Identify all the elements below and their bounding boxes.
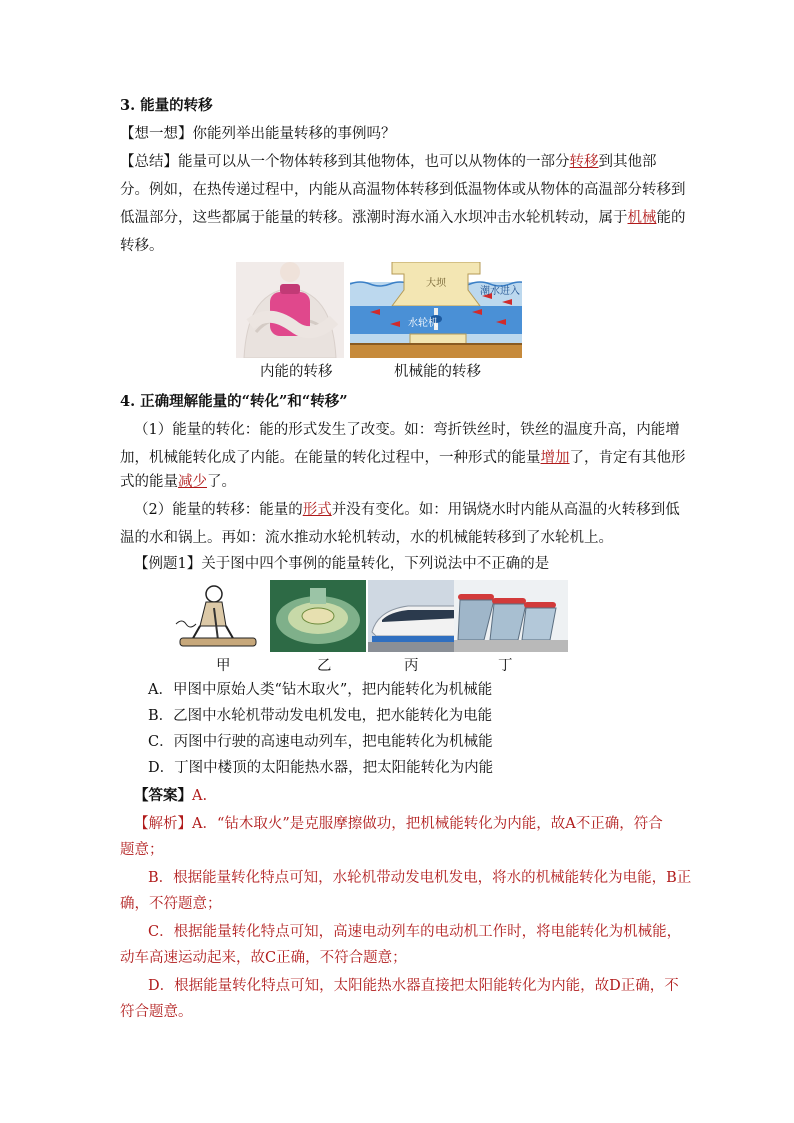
solar-heater-illustration [454, 580, 568, 652]
example-question: 【例题1】关于图中四个事例的能量转化，下列说法中不正确的是 [134, 556, 550, 572]
underlined-term: 机械 [627, 210, 657, 226]
label-jia: 甲 [216, 658, 231, 674]
text: 式的能量 [120, 474, 178, 490]
underlined-term: 形式 [302, 502, 332, 518]
analysis-line-4: 确，不符题意； [120, 896, 222, 912]
section-3-heading: 3. 能量的转移 [120, 97, 213, 114]
figure-bing-train [368, 580, 464, 652]
p1-line-2 [120, 448, 686, 468]
text: （2）能量的转移：能量的 [134, 502, 303, 518]
summary-line-3 [120, 208, 686, 228]
answer-value: A. [192, 788, 208, 804]
caption-internal-energy-transfer: 内能的转移 [260, 364, 333, 380]
analysis-line-8: 符合题意。 [120, 1004, 193, 1020]
text: 加，机械能转化成了内能。在能量的转化过程中，一种形式的能量 [120, 450, 541, 466]
text: 并没有变化。如：用锅烧水时内能从高温的火转移到低 [331, 502, 680, 518]
answer-label: 【答案】 [134, 787, 192, 804]
tide-label: 潮水进入 [480, 286, 520, 297]
analysis-line-7: D．根据能量转化特点可知，太阳能热水器直接把太阳能转化为内能，故D正确，不 [148, 978, 679, 994]
underlined-term: 增加 [540, 450, 570, 466]
label-ding: 丁 [498, 658, 513, 674]
figure-ding-solar-heater [454, 580, 568, 652]
analysis-line-3: B．根据能量转化特点可知，水轮机带动发电机发电，将水的机械能转化为电能，B正 [148, 870, 692, 886]
option-d: D．丁图中楼顶的太阳能热水器，把太阳能转化为内能 [148, 760, 494, 776]
option-c: C．丙图中行驶的高速电动列车，把电能转化为机械能 [148, 734, 493, 750]
p1-line-3 [120, 472, 680, 492]
underlined-term: 减少 [178, 474, 207, 490]
summary-line-2: 分。例如，在热传递过程中，内能从高温物体转移到低温物体或从物体的高温部分转移到 [120, 182, 686, 198]
summary-line-1 [120, 152, 680, 172]
text: 能的 [656, 210, 686, 226]
caption-mechanical-energy-transfer: 机械能的转移 [394, 364, 481, 380]
text: 到其他部 [598, 154, 657, 170]
summary-line-4: 转移。 [120, 238, 164, 254]
underlined-term: 转移 [569, 154, 599, 170]
text: 低温部分，这些都属于能量的转移。涨潮时海水涌入水坝冲击水轮机转动，属于 [120, 210, 628, 226]
label-bing: 丙 [404, 658, 419, 674]
section-4-heading: 4. 正确理解能量的“转化”和“转移” [120, 393, 348, 410]
analysis-line-5: C．根据能量转化特点可知，高速电动列车的电动机工作时，将电能转化为机械能， [148, 924, 682, 940]
turbine-label: 水轮机 [408, 318, 438, 329]
option-b: B．乙图中水轮机带动发电机发电，把水能转化为电能 [148, 708, 493, 724]
analysis-line-2: 题意； [120, 842, 164, 858]
p2-line-1 [134, 500, 694, 520]
option-a: A．甲图中原始人类“钻木取火”，把内能转化为机械能 [148, 682, 493, 698]
p2-line-2: 温的水和锅上。再如：流水推动水轮机转动，水的机械能转移到了水轮机上。 [120, 530, 613, 546]
hot-water-bottle-illustration [236, 262, 344, 358]
drilling-wood-illustration [170, 580, 266, 652]
hot-water-bottle-photo [236, 262, 344, 358]
analysis-line-6: 动车高速运动起来，故C正确，不符合题意； [120, 950, 407, 966]
label-yi: 乙 [317, 658, 332, 674]
dam-diagram [350, 262, 522, 358]
text: 了，肯定有其他形 [569, 450, 686, 466]
figure-yi-turbine [270, 580, 366, 652]
turbine-illustration [270, 580, 366, 652]
train-illustration [368, 580, 464, 652]
dam-label: 大坝 [426, 278, 446, 289]
text: 了。 [207, 474, 236, 490]
think-prompt: 【想一想】你能列举出能量转移的事例吗？ [120, 126, 396, 142]
text: 【总结】能量可以从一个物体转移到其他物体，也可以从物体的一部分 [120, 154, 570, 170]
answer-line [134, 786, 694, 806]
figure-jia-drilling-wood [170, 580, 266, 652]
analysis-line-1: 【解析】A．“钻木取火”是克服摩擦做功，把机械能转化为内能，故A不正确，符合 [134, 816, 663, 832]
p1-line-1: （1）能量的转化：能的形式发生了改变。如：弯折铁丝时，铁丝的温度升高，内能增 [134, 422, 680, 438]
